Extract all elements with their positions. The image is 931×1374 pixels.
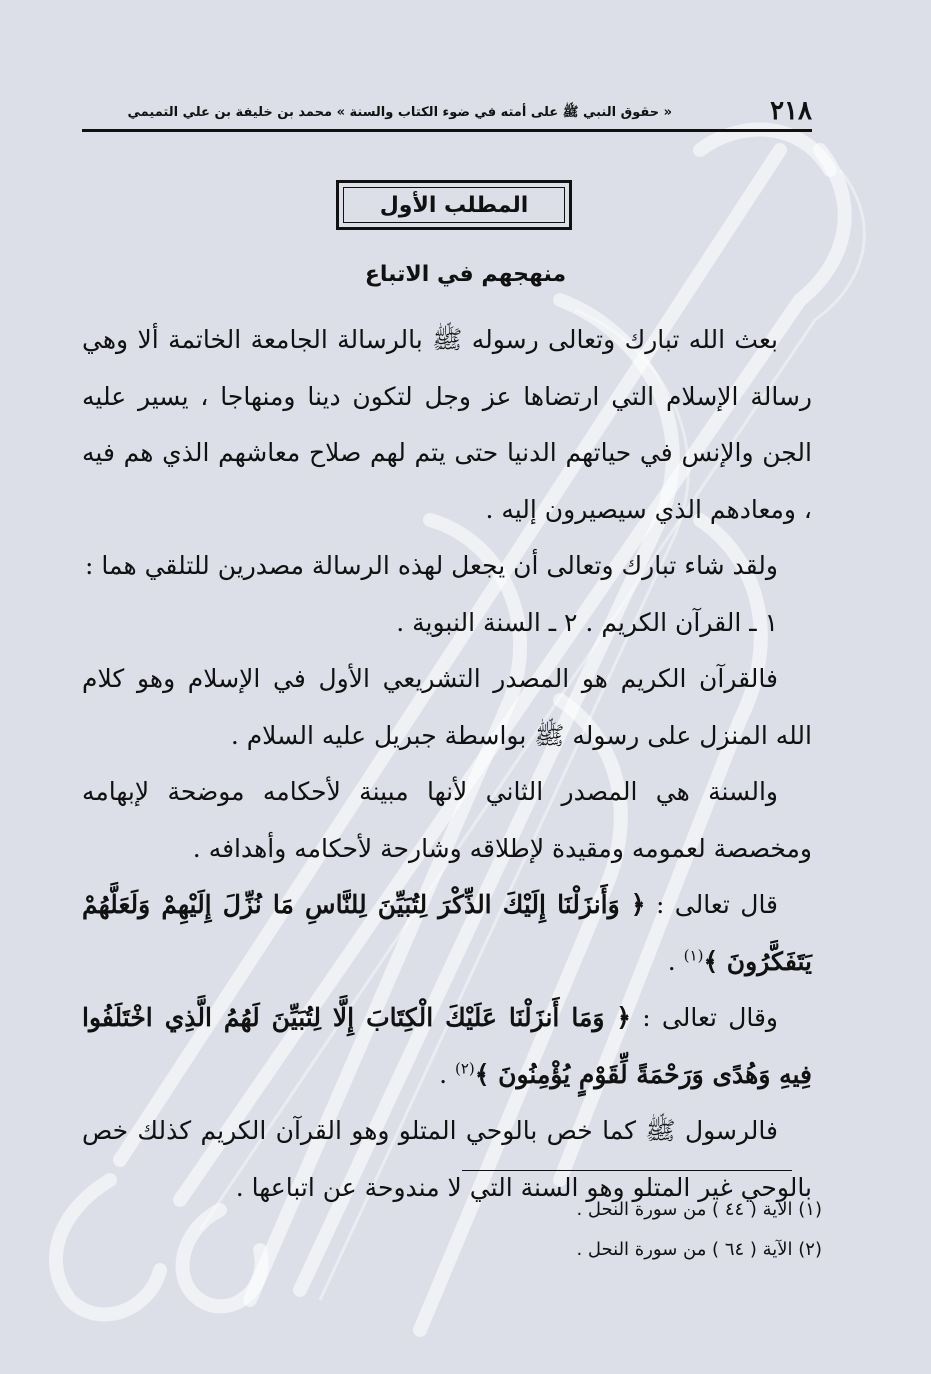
running-title: « حقوق النبي ﷺ على أمته في ضوء الكتاب والسنة » محمد بن خليفة بن علي التميمي: [127, 105, 672, 120]
paragraph-sunnah: والسنة هي المصدر الثاني لأنها مبينة لأحكامه موضحة لإبهامه ومخصصة لعمومه ومقيدة لإطلاقه وشارحة لأحكامه وأهدافه .: [82, 777, 812, 863]
quote-2: [82, 990, 812, 1103]
quote-2-end: .: [439, 1059, 455, 1089]
body-text: [82, 312, 812, 1216]
paragraph-closing: فالرسول ﷺ كما خص بالوحي المتلو وهو القرآن الكريم كذلك خص بالوحي غير المتلو وهو السنة التي لا مندوحة عن اتباعها .: [82, 1116, 812, 1202]
section-title-box: [336, 180, 572, 230]
section-title: المطلب الأول: [379, 192, 529, 218]
quote-1-verse: ﴿ وَأَنزَلْنَا إِلَيْكَ الذِّكْرَ لِتُبَيِّنَ لِلنَّاسِ مَا نُزِّلَ إِلَيْهِمْ وَلَعَلَّهُمْ يَتَفَكَّرُونَ ﴾: [82, 890, 812, 976]
quote-1-end: .: [667, 946, 684, 976]
footnote-rule: [462, 1170, 792, 1171]
quote-2-intro: وقال تعالى :: [642, 1003, 779, 1032]
footnote-2: (٢) الآية ( ٦٤ ) من سورة النحل .: [576, 1239, 822, 1260]
paragraph-intro: بعث الله تبارك وتعالى رسوله ﷺ بالرسالة الجامعة الخاتمة ألا وهي رسالة الإسلام التي ارتضاها عز وجل لتكون دينا ومنهاجا ، يسير عليه الجن والإنس في حياتهم الدنيا حتى يتم لهم صلاح معاشهم الذي هم فيه ، ومعادهم الذي سيصيرون إليه .: [82, 325, 812, 524]
footnote-ref-1: (١): [683, 946, 704, 965]
paragraph-quran: فالقرآن الكريم هو المصدر التشريعي الأول في الإسلام وهو كلام الله المنزل على رسوله ﷺ بواسطة جبريل عليه السلام .: [82, 664, 812, 750]
quote-1-intro: قال تعالى :: [655, 890, 779, 919]
paragraph-sources-list: ١ ـ القرآن الكريم . ٢ ـ السنة النبوية .: [396, 607, 778, 637]
footnote-1: (١) الآية ( ٤٤ ) من سورة النحل .: [576, 1199, 822, 1220]
paragraph-sources: ولقد شاء تبارك وتعالى أن يجعل لهذه الرسالة مصدرين للتلقي هما :: [85, 551, 778, 580]
footnote-ref-2: (٢): [455, 1059, 475, 1078]
quote-1: [82, 877, 812, 990]
section-subtitle: منهجهم في الاتباع: [364, 262, 567, 287]
page-header: [82, 96, 812, 130]
page-number: ٢١٨: [770, 96, 812, 126]
header-rule: [82, 129, 812, 132]
footnotes: [82, 1190, 822, 1270]
quote-2-verse: ﴿ وَمَا أَنزَلْنَا عَلَيْكَ الْكِتَابَ إِلَّا لِتُبَيِّنَ لَهُمُ الَّذِي اخْتَلَفُوا فِيهِ وَهُدًى وَرَحْمَةً لِّقَوْمٍ يُؤْمِنُونَ ﴾: [82, 1003, 812, 1089]
